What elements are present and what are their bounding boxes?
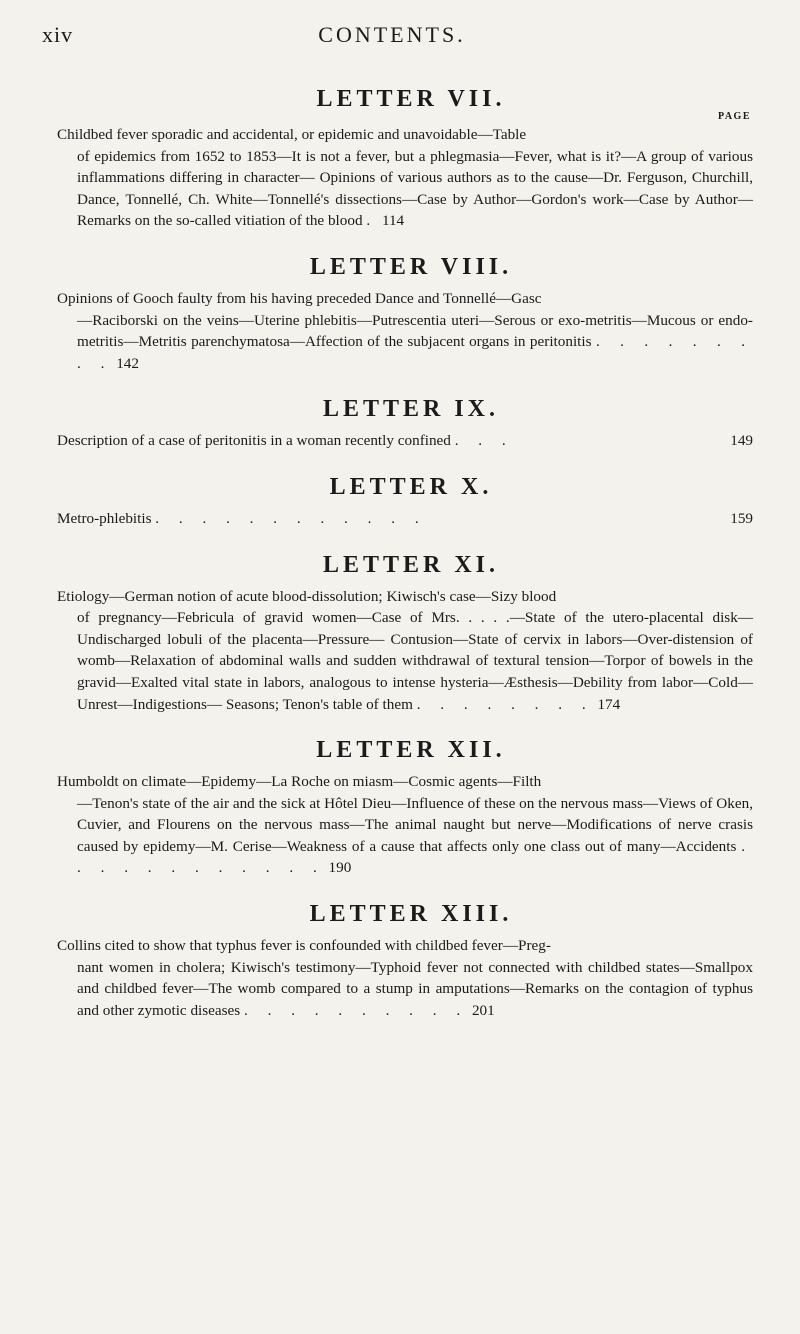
- page-number: 159: [730, 509, 753, 527]
- entry-lead: Humboldt on climate—Epidemy—La Roche on miasm—Cosmic agents—Filth: [57, 773, 542, 791]
- letter-heading: LETTER XII.: [316, 737, 506, 764]
- entry-lead: Opinions of Gooch faulty from his having preceded Dance and Tonnellé—Gasc: [57, 289, 542, 307]
- entry-lead: Description of a case of peritonitis in a woman recently confined: [57, 432, 451, 450]
- letter-section: [57, 735, 753, 879]
- letter-section: [57, 472, 753, 530]
- entry-body: nant women in cholera; Kiwisch's testimony—Typhoid fever not connected with childbed states—Smallpox and childbed fever—The womb compared to a stump in amputations—Remarks on the contagion of typhus and other zymotic diseases: [77, 958, 753, 1019]
- letter-section: [57, 394, 753, 452]
- leader-dots: . . . . . . . . . .: [244, 1001, 469, 1019]
- toc-entry: [57, 430, 753, 452]
- leader-dots: . . .: [454, 432, 514, 450]
- page-number: 190: [328, 859, 352, 877]
- page-number: 142: [116, 354, 139, 372]
- letter-section: [57, 84, 753, 232]
- page-number: 201: [471, 1001, 495, 1019]
- letter-heading: LETTER X.: [329, 473, 493, 500]
- entry-lead: Childbed fever sporadic and accidental, or epidemic and unavoidable—Table: [57, 126, 527, 143]
- page-number: 149: [730, 432, 753, 450]
- entry-body: —Tenon's state of the air and the sick at Hôtel Dieu—Influence of these on the nervous mass—Views of Oken, Cuvier, and Flourens on the nervous mass—The animal naught but nerve—Modifications of nerve crasis caused by epidemy—M. Cerise—Weakness of a cause that affects only one class out of many—Accidents: [77, 794, 753, 855]
- entry-lead: Metro-phlebitis: [57, 509, 152, 527]
- leader-dots: .: [366, 212, 379, 230]
- leader-dots: . . . . . . . .: [416, 695, 594, 713]
- entry-lead: Collins cited to show that typhus fever is confounded with childbed fever—Preg-: [57, 937, 551, 955]
- letter-heading: LETTER IX.: [322, 396, 500, 423]
- entry-lead: Etiology—German notion of acute blood-dissolution; Kiwisch's case—Sizy blood: [57, 587, 557, 605]
- page-number: 114: [381, 212, 405, 230]
- leader-dots: . . . . . . . . .: [77, 333, 754, 372]
- letter-heading: LETTER XIII.: [309, 901, 513, 928]
- letter-section: [57, 899, 753, 1021]
- page-folio: xiv: [42, 22, 74, 47]
- letter-heading: LETTER VII.: [316, 86, 506, 112]
- table-of-contents: [57, 84, 753, 1021]
- running-title: CONTENTS.: [318, 22, 466, 47]
- page-number: 174: [597, 695, 621, 713]
- toc-entry: [57, 508, 753, 530]
- letter-heading: LETTER XI.: [322, 551, 500, 578]
- leader-dots: . . . . . . . . . . . .: [77, 837, 753, 877]
- letter-section: [57, 550, 753, 716]
- entry-body: —Raciborski on the veins—Uterine phlebitis—Putrescentia uteri—Serous or exo-metritis—Mucous or endo-metritis—Metritis parenchymatosa—Affection of the subjacent organs in peritonitis: [77, 311, 753, 351]
- leader-dots: . . . . . . . . . . . .: [155, 509, 427, 527]
- letter-heading: LETTER VIII.: [309, 253, 513, 280]
- toc-entry: [57, 124, 753, 232]
- toc-entry: [57, 771, 753, 879]
- entry-body: of epidemics from 1652 to 1853—It is not a fever, but a phlegmasia—Fever, what is it?—A group of various inflammations differing in character— Opinions of various authors as to the cause—Dr. Ferguson, Churchill, Dance, Tonnellé, Ch. White—Tonnellé's dissections—Case by Author—Gordon's work—Case by Author—Remarks on the so-called vitiation of the blood: [77, 147, 753, 230]
- toc-entry: [57, 288, 753, 374]
- toc-entry: [57, 586, 753, 716]
- toc-entry: [57, 935, 753, 1021]
- page-column-label: PAGE: [717, 111, 751, 122]
- letter-section: [57, 252, 753, 374]
- running-head: [42, 22, 742, 52]
- entry-body: of pregnancy—Febricula of gravid women—Case of Mrs. . . . .—State of the utero-placental disk—Undischarged lobuli of the placenta—Pressure— Contusion—State of cervix in labors—Over-distension of womb—Relaxation of abdominal walls and sudden withdrawal of textural tension—Torpor of bowels in the gravid—Exalted vital state in labors, analogous to intense hysteria—Æsthesis—Debility from labor—Cold—Unrest—Indigestions— Seasons; Tenon's table of them: [77, 609, 753, 713]
